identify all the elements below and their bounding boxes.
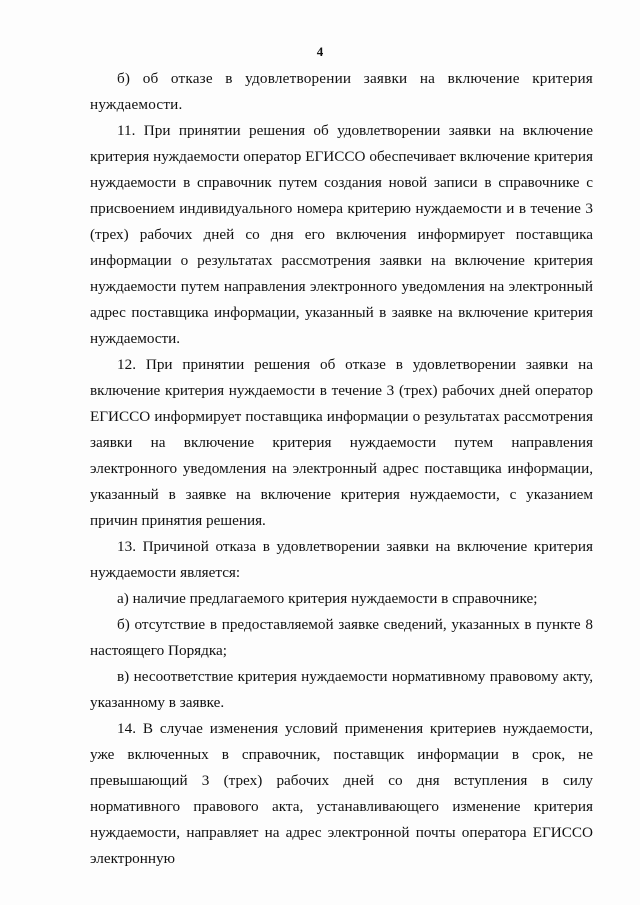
- paragraph-12: 12. При принятии решения об отказе в удовлетворении заявки на включение критерия нуждаемости в течение 3 (трех) рабочих дней оператор ЕГИССО информирует поставщика информации о результатах рассмотрения заявки на включение критерия нуждаемости путем направления электронного уведомления на электронный адрес поставщика информации, указанный в заявке на включение критерия нуждаемости, с указанием причин принятия решения.: [90, 356, 593, 529]
- document-body: [90, 66, 593, 872]
- paragraph-refusal-decision: б) об отказе в удовлетворении заявки на включение критерия нуждаемости.: [90, 70, 593, 113]
- paragraph-13-item-c: в) несоответствие критерия нуждаемости нормативному правовому акту, указанному в заявке.: [90, 668, 593, 711]
- paragraph-11: 11. При принятии решения об удовлетворении заявки на включение критерия нуждаемости оператор ЕГИССО обеспечивает включение критерия нуждаемости в справочник путем создания новой записи в справочнике с присвоением индивидуального номера критерию нуждаемости и в течение 3 (трех) рабочих дней со дня его включения информирует поставщика информации о результатах рассмотрения заявки на включение критерия нуждаемости путем направления электронного уведомления на электронный адрес поставщика информации, указанный в заявке на включение критерия нуждаемости.: [90, 122, 593, 347]
- page-number: 4: [316, 44, 324, 59]
- paragraph-13-item-a: а) наличие предлагаемого критерия нуждаемости в справочнике;: [117, 590, 538, 607]
- paragraph-14: 14. В случае изменения условий применения критериев нуждаемости, уже включенных в справочник, поставщик информации в срок, не превышающий 3 (трех) рабочих дней со дня вступления в силу нормативного правового акта, устанавливающего изменение критерия нуждаемости, направляет на адрес электронной почты оператора ЕГИССО электронную: [90, 720, 593, 867]
- paragraph-13: 13. Причиной отказа в удовлетворении заявки на включение критерия нуждаемости является:: [90, 538, 593, 581]
- paragraph-13-item-b: б) отсутствие в предоставляемой заявке сведений, указанных в пункте 8 настоящего Порядка;: [90, 616, 593, 659]
